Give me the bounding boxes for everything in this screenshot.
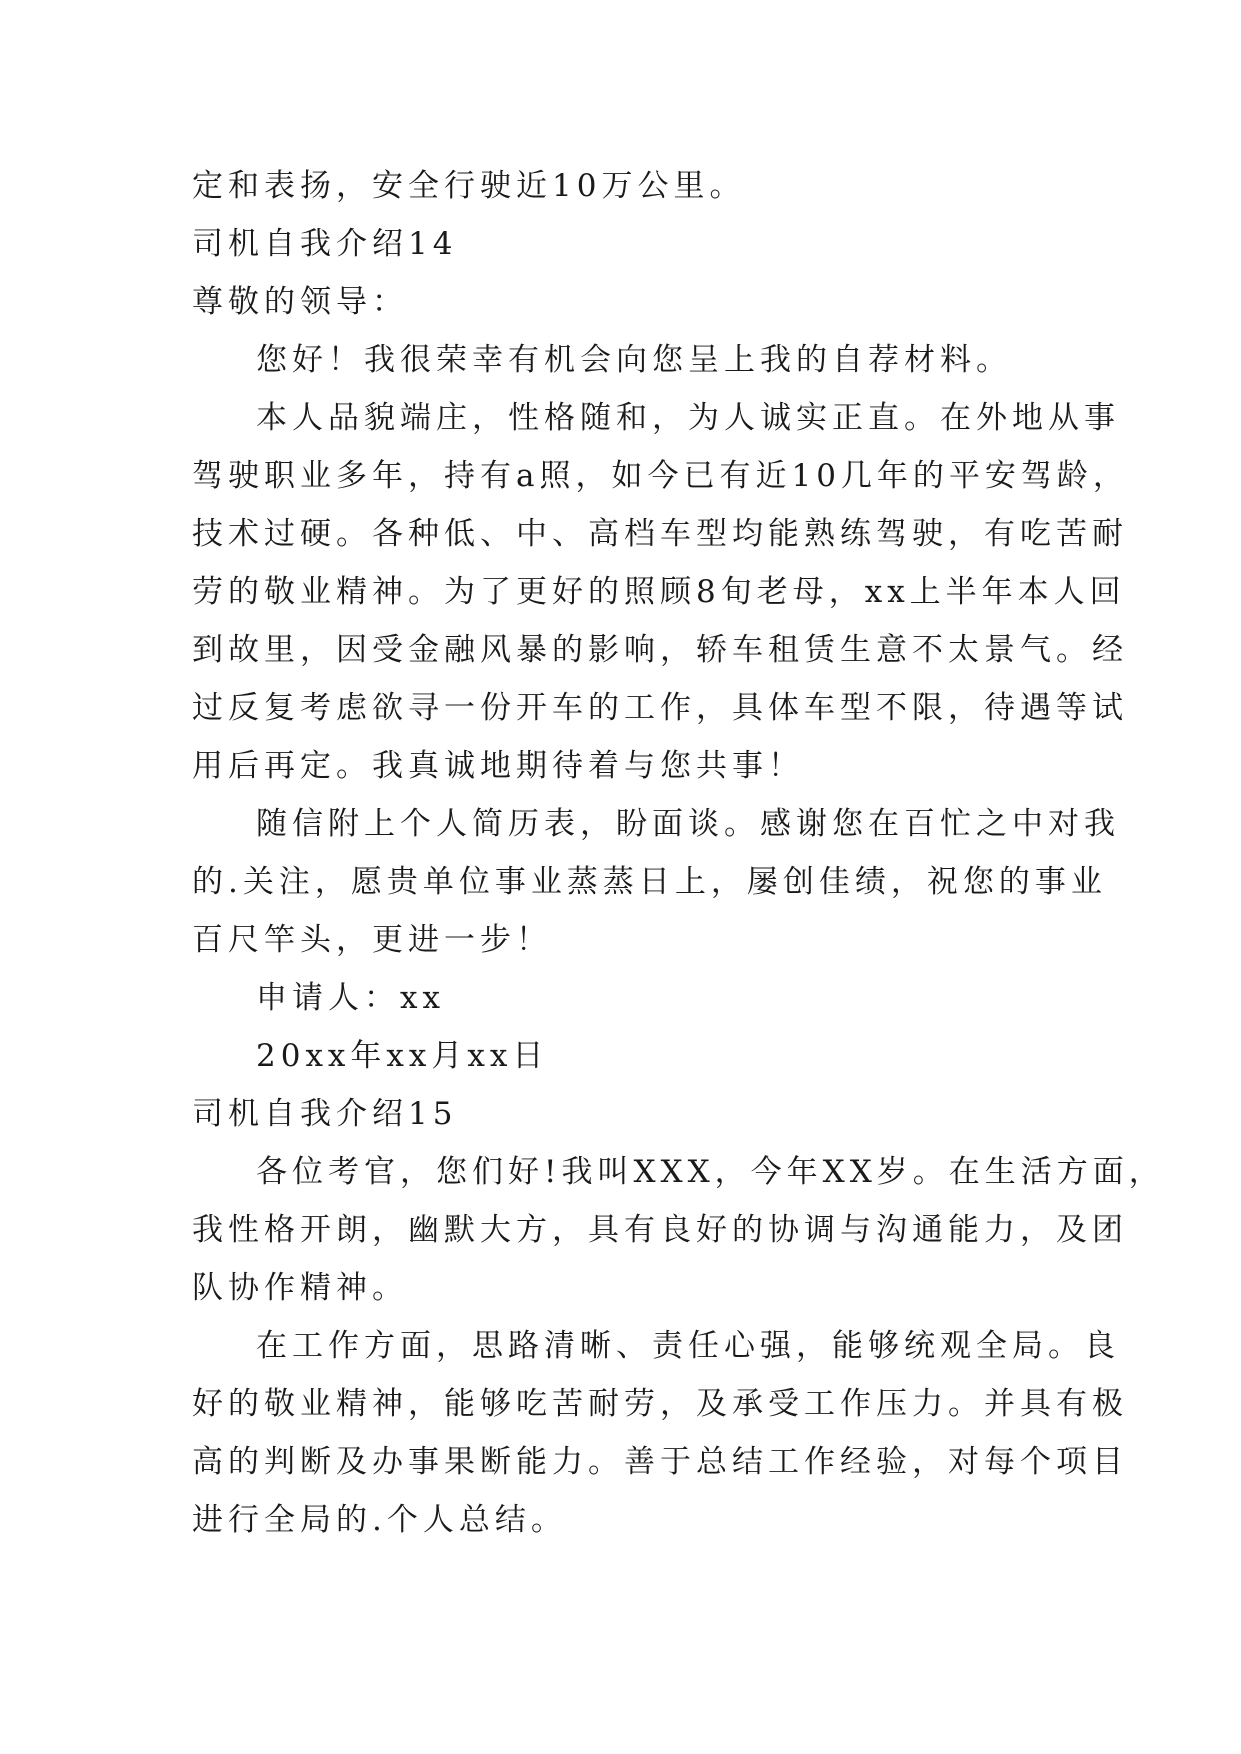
text-line: 在工作方面，思路清晰、责任心强，能够统观全局。良 (256, 1328, 1120, 1364)
text-line: 技术过硬。各种低、中、高档车型均能熟练驾驶，有吃苦耐 (192, 516, 1128, 552)
text-line: 好的敬业精神，能够吃苦耐劳，及承受工作压力。并具有极 (192, 1386, 1128, 1422)
text-line: 队协作精神。 (192, 1270, 408, 1306)
text-line: 到故里，因受金融风暴的影响，轿车租赁生意不太景气。经 (192, 632, 1128, 668)
text-line: 过反复考虑欲寻一份开车的工作，具体车型不限，待遇等试 (192, 690, 1128, 726)
text-line: 我性格开朗，幽默大方，具有良好的协调与沟通能力，及团 (192, 1212, 1128, 1248)
applicant-line: 申请人：xx (256, 980, 445, 1016)
salutation: 尊敬的领导： (192, 284, 408, 320)
text-line: 本人品貌端庄，性格随和，为人诚实正直。在外地从事 (256, 400, 1120, 436)
text-line: 驾驶职业多年，持有a照，如今已有近10几年的平安驾龄， (192, 458, 1129, 494)
text-line: 定和表扬，安全行驶近10万公里。 (192, 168, 746, 204)
section-heading: 司机自我介绍15 (192, 1096, 458, 1132)
date-line: 20xx年xx月xx日 (256, 1038, 549, 1074)
text-line: 的.关注，愿贵单位事业蒸蒸日上，屡创佳绩，祝您的事业 (192, 864, 1107, 900)
text-line: 随信附上个人简历表，盼面谈。感谢您在百忙之中对我 (256, 806, 1120, 842)
text-line: 您好！我很荣幸有机会向您呈上我的自荐材料。 (256, 342, 1012, 378)
section-heading: 司机自我介绍14 (192, 226, 458, 262)
text-line: 各位考官，您们好!我叫XXX，今年XX岁。在生活方面， (256, 1154, 1165, 1190)
text-line: 高的判断及办事果断能力。善于总结工作经验，对每个项目 (192, 1444, 1128, 1480)
text-line: 用后再定。我真诚地期待着与您共事！ (192, 748, 804, 784)
text-line: 进行全局的.个人总结。 (192, 1502, 567, 1538)
text-line: 百尺竿头，更进一步！ (192, 922, 552, 958)
text-line: 劳的敬业精神。为了更好的照顾8旬老母，xx上半年本人回 (192, 574, 1126, 610)
